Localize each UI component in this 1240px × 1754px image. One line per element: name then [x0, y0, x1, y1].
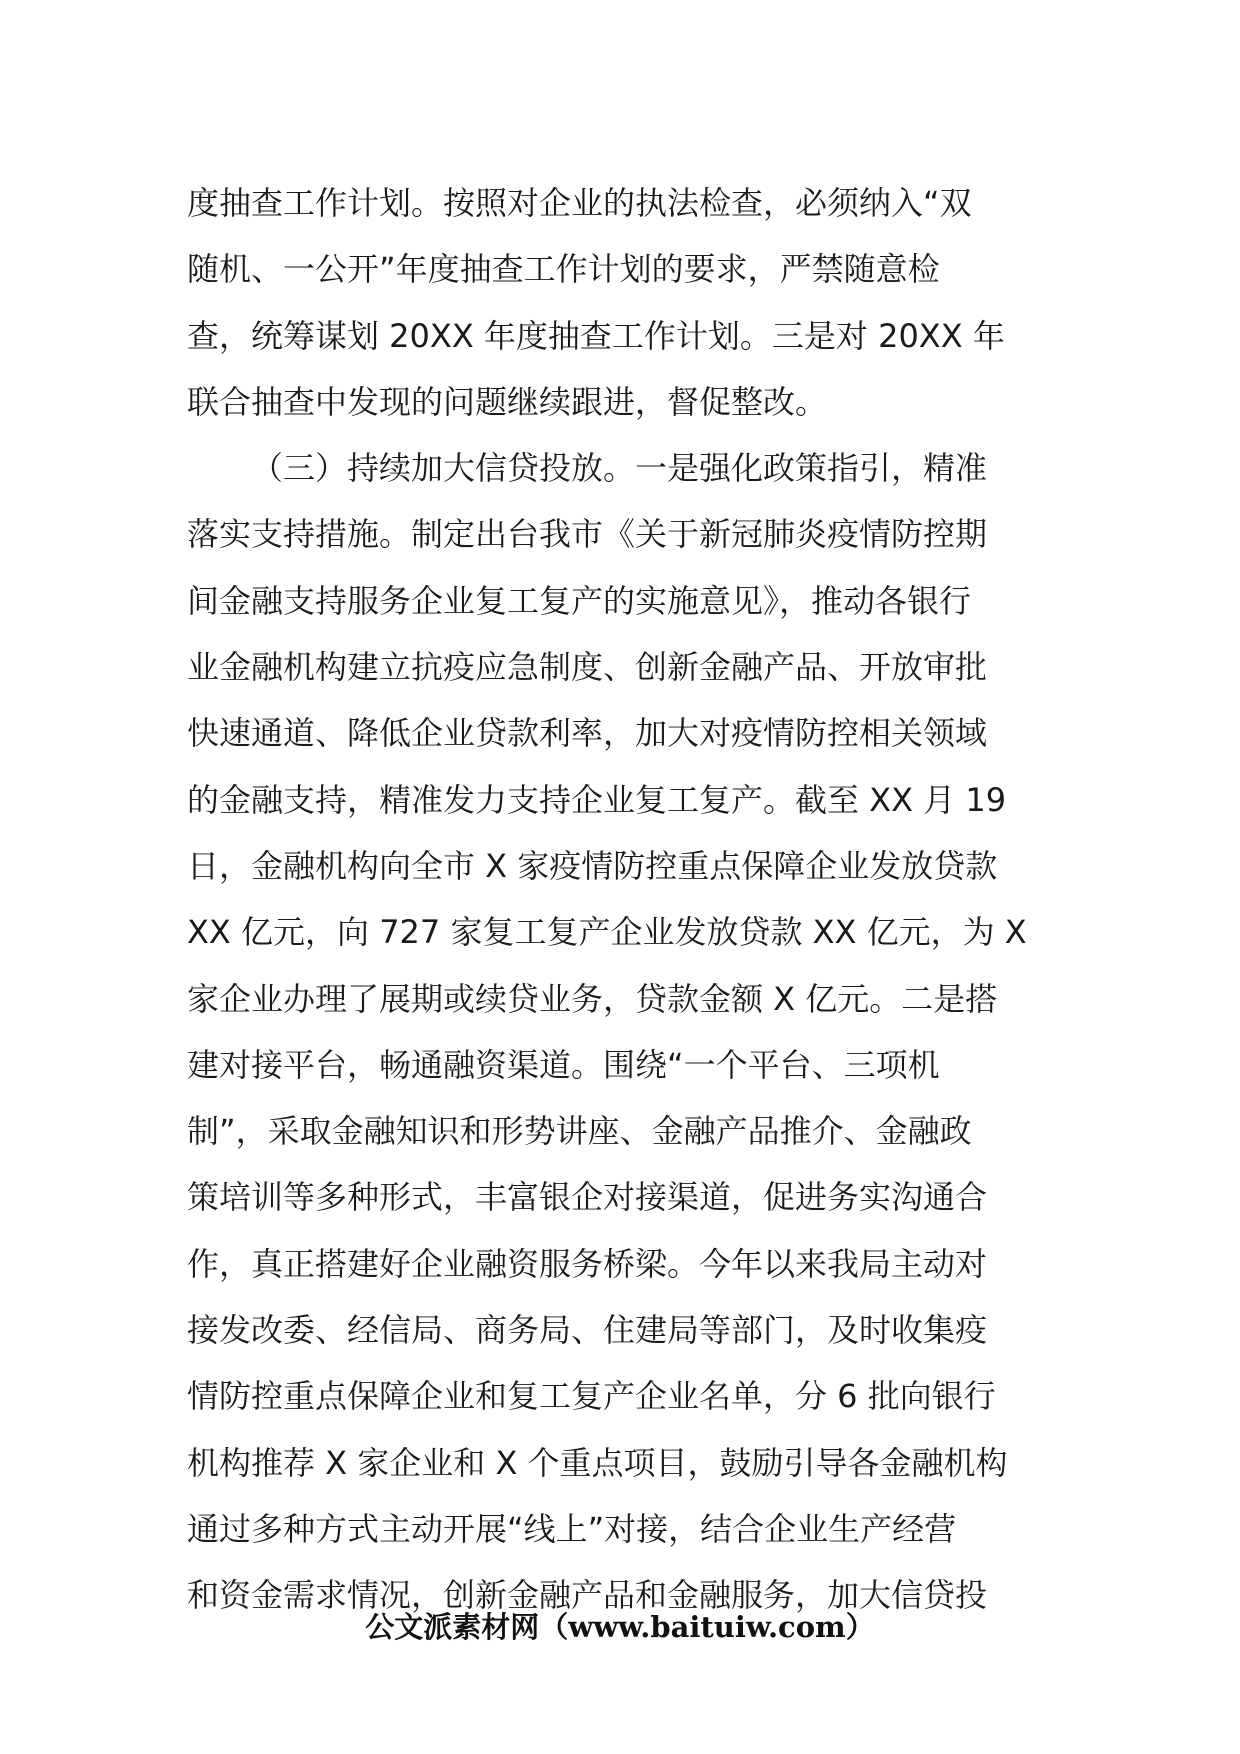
text-line-13: 家企业办理了展期或续贷业务，贷款金额 X 亿元。二是搭 [187, 979, 998, 1018]
text-line-17: 作，真正搭建好企业融资服务桥梁。今年以来我局主动对 [187, 1244, 988, 1283]
text-line-12: XX 亿元，向 727 家复工复产企业发放贷款 XX 亿元，为 X [187, 913, 1027, 952]
text-line-14: 建对接平台，畅通融资渠道。围绕“一个平台、三项机 [187, 1045, 940, 1084]
text-line-15: 制”，采取金融知识和形势讲座、金融产品推介、金融政 [187, 1112, 972, 1151]
text-line-20: 机构推荐 X 家企业和 X 个重点项目，鼓励引导各金融机构 [187, 1443, 1008, 1482]
text-line-9: 快速通道、降低企业贷款利率，加大对疫情防控相关领域 [187, 714, 988, 753]
body-text [187, 170, 1057, 1629]
text-line-2: 随机、一公开”年度抽查工作计划的要求，严禁随意检 [187, 250, 940, 289]
text-line-4: 联合抽查中发现的问题继续跟进，督促整改。 [187, 382, 828, 421]
text-line-16: 策培训等多种形式，丰富银企对接渠道，促进务实沟通合 [187, 1178, 988, 1217]
text-line-21: 通过多种方式主动开展“线上”对接，结合企业生产经营 [187, 1509, 957, 1548]
section-heading-line: （三）持续加大信贷投放。一是强化政策指引，精准 [251, 449, 988, 488]
text-line-8: 业金融机构建立抗疫应急制度、创新金融产品、开放审批 [187, 648, 988, 687]
text-line-18: 接发改委、经信局、商务局、住建局等部门，及时收集疫 [187, 1311, 988, 1350]
text-line-3: 查，统筹谋划 20XX 年度抽查工作计划。三是对 20XX 年 [187, 316, 1005, 355]
text-line-7: 间金融支持服务企业复工复产的实施意见》，推动各银行 [187, 581, 972, 620]
text-line-22: 和资金需求情况，创新金融产品和金融服务，加大信贷投 [187, 1576, 988, 1615]
text-line-1: 度抽查工作计划。按照对企业的执法检查，必须纳入“双 [187, 184, 972, 222]
text-line-19: 情防控重点保障企业和复工复产企业名单，分 6 批向银行 [187, 1377, 996, 1416]
text-line-11: 日，金融机构向全市 X 家疫情防控重点保障企业发放贷款 [187, 846, 998, 885]
text-line-6: 落实支持措施。制定出台我市《关于新冠肺炎疫情防控期 [187, 515, 988, 554]
text-line-10: 的金融支持，精准发力支持企业复工复产。截至 XX 月 19 [187, 780, 1007, 819]
footer-watermark: 公文派素材网（www.baituiw.com） [365, 1610, 875, 1644]
